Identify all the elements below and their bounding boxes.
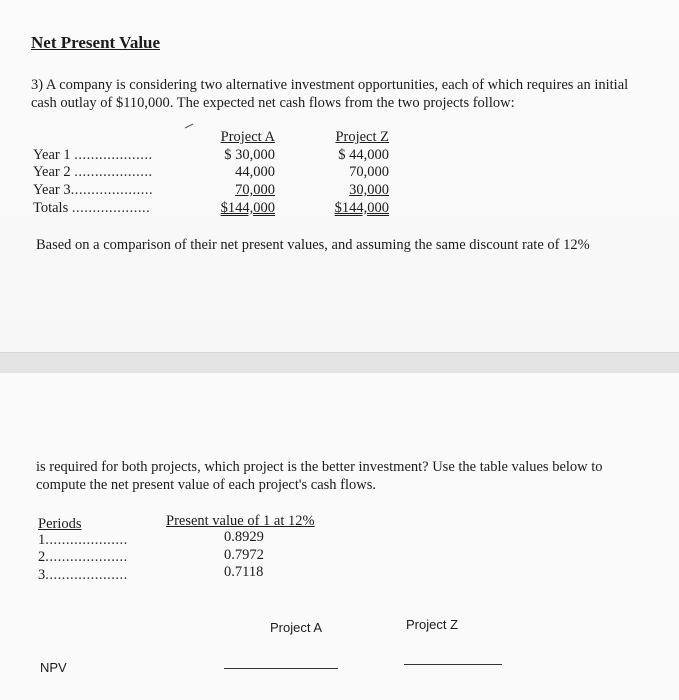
header-project-z: Project Z: [335, 129, 389, 145]
present-value-header: Present value of 1 at 12%: [166, 513, 315, 529]
factor-period-1: 0.8929: [224, 529, 264, 545]
npv-input-project-a[interactable]: [224, 668, 338, 669]
pen-tick-icon: [184, 123, 194, 129]
period-1-label: 1....................: [38, 532, 128, 548]
period-3-label: 3....................: [38, 567, 128, 583]
factor-period-2: 0.7972: [224, 547, 264, 563]
npv-label: NPV: [40, 660, 67, 675]
cell-z-year-2: 70,000: [349, 164, 389, 180]
cell-a-year-2: 44,000: [235, 164, 275, 180]
answer-project-a-label: Project A: [270, 620, 323, 635]
row-label-year-1: Year 1 ...................: [33, 147, 153, 163]
header-project-a: Project A: [220, 129, 275, 145]
page-gap: [0, 352, 679, 374]
periods-header: Periods: [38, 516, 82, 532]
cell-a-year-3: 70,000: [235, 182, 275, 198]
period-2-label: 2....................: [38, 549, 128, 565]
row-label-year-2: Year 2 ...................: [33, 164, 153, 180]
cell-z-total: $144,000: [334, 200, 389, 216]
answer-project-z-label: Project Z: [406, 617, 459, 632]
question-text: 3) A company is considering two alternative investment opportunities, each of which requires an initial cash outlay of $110,000. The expected net cash flows from the two projects follow:: [31, 77, 629, 111]
page-title: Net Present Value: [31, 33, 161, 52]
continuation-text: Based on a comparison of their net present values, and assuming the same discount rate of 12%: [36, 237, 590, 253]
factor-period-3: 0.7118: [224, 564, 264, 580]
row-label-year-3: Year 3....................: [33, 182, 154, 198]
row-label-totals: Totals ...................: [33, 200, 151, 216]
cell-z-year-1: $ 44,000: [338, 147, 389, 163]
cell-z-year-3: 30,000: [349, 182, 389, 198]
cell-a-total: $144,000: [220, 200, 275, 216]
npv-input-project-z[interactable]: [404, 664, 502, 665]
cell-a-year-1: $ 30,000: [224, 147, 275, 163]
question-part2-text: is required for both projects, which project is the better investment? Use the table values below to compute the net present value of each project's cash flows.: [36, 459, 603, 493]
